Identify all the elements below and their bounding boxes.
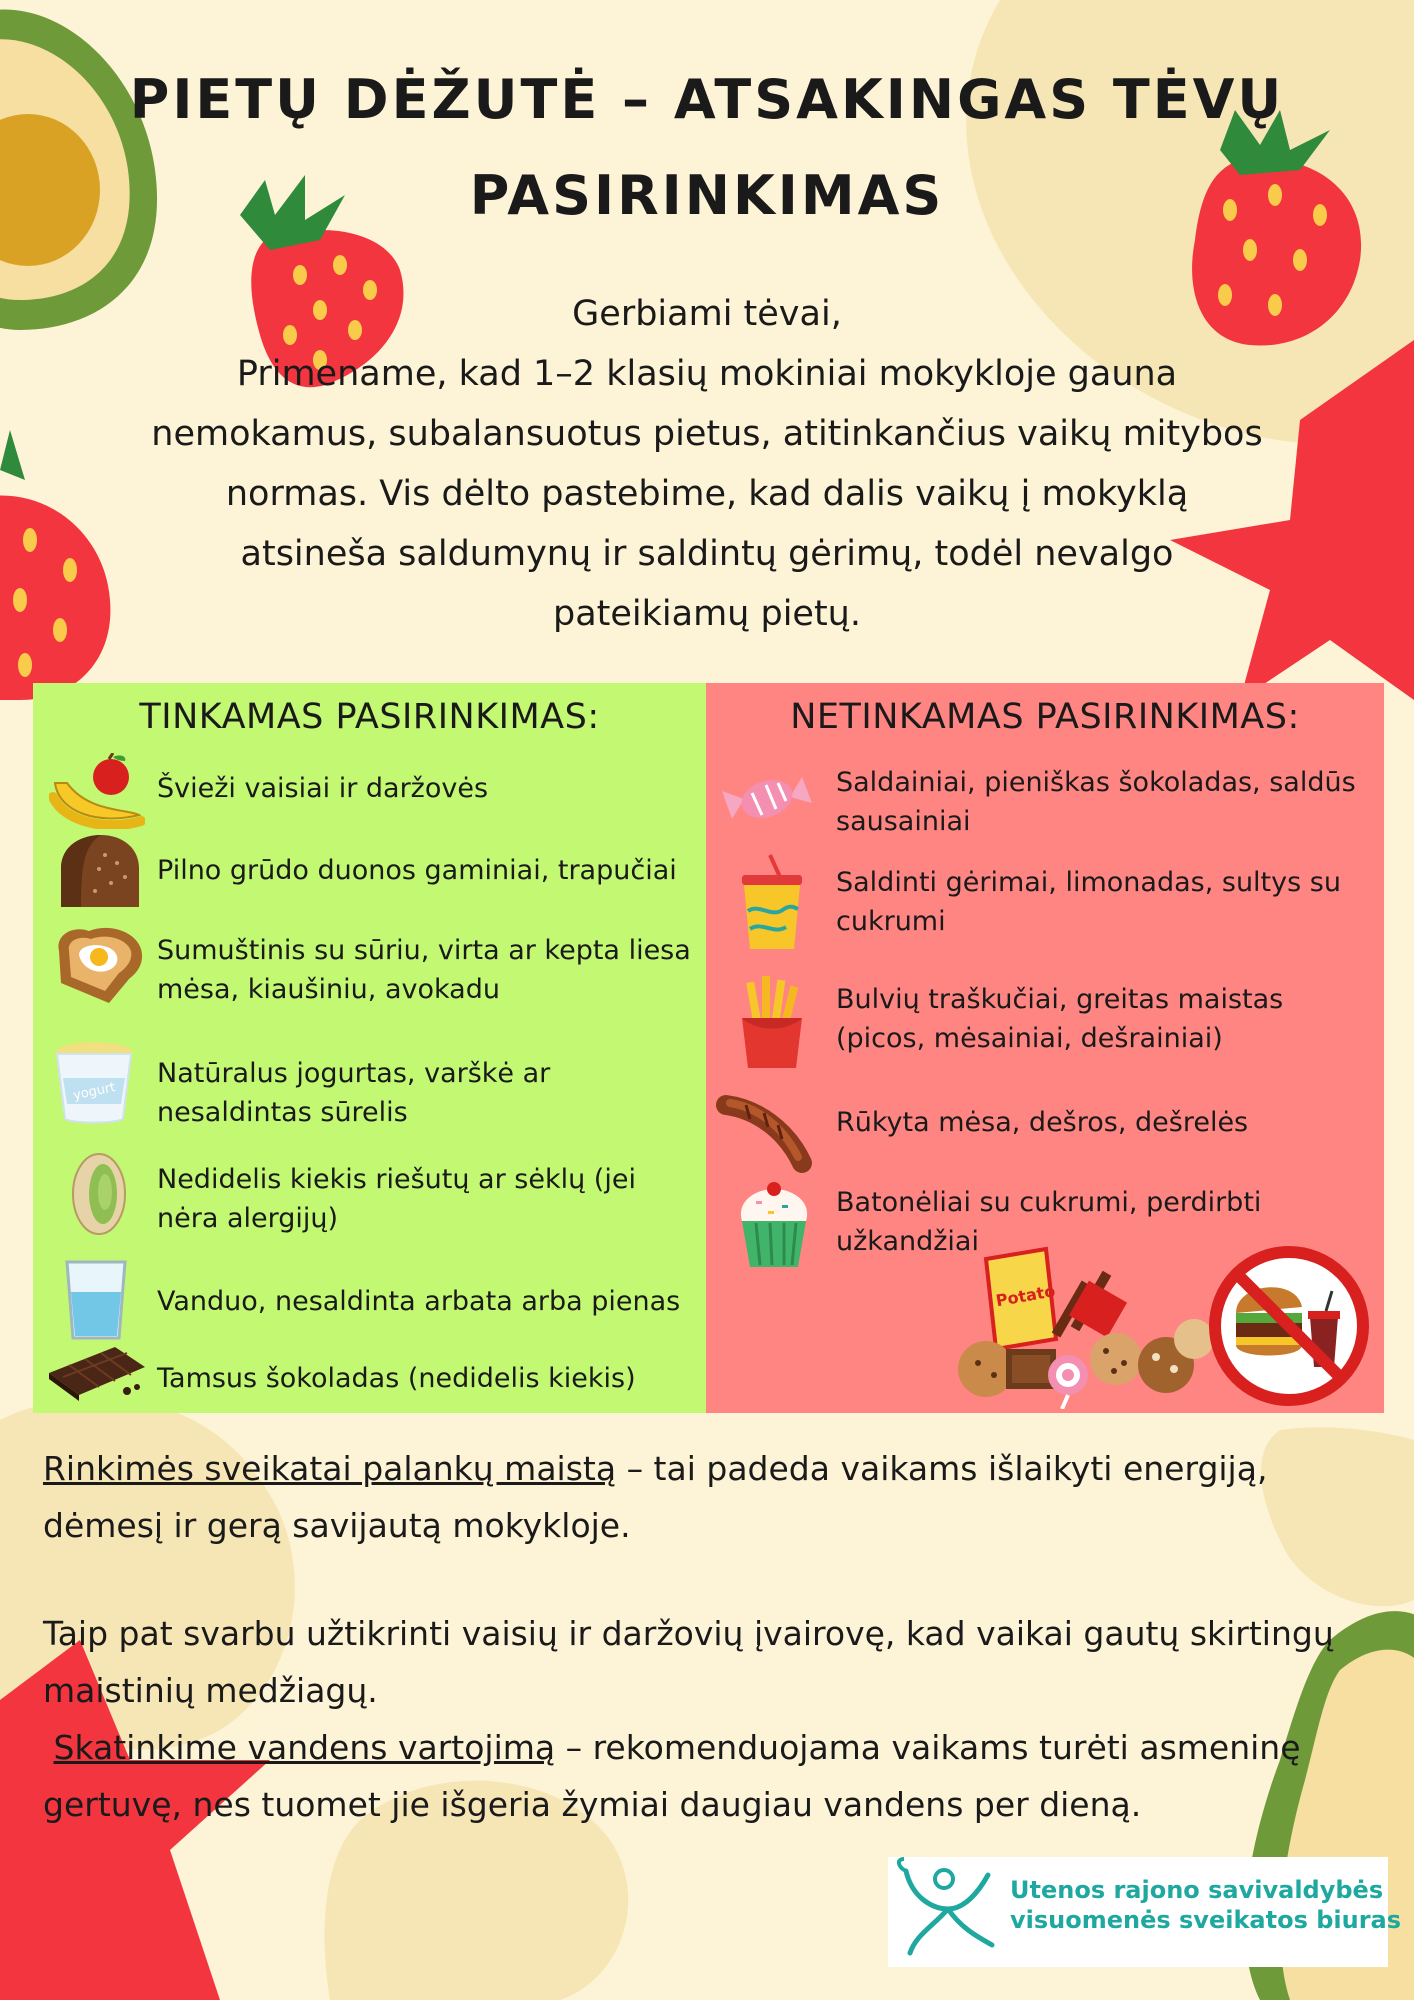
- bad-item-text: Saldainiai, pieniškas šokoladas, saldūs sausainiai: [836, 767, 1356, 837]
- body-text: – rekomenduojama vaikams turėti asmeninę gertuvę, nes tuomet jie išgeria žymiai daugiau vandens per dieną.: [43, 1728, 1301, 1824]
- intro-section: [150, 284, 1264, 644]
- yogurt-icon: [51, 1038, 137, 1126]
- water-glass-icon: [61, 1258, 131, 1342]
- healthy-food-emphasis: Rinkimės sveikatai palankų maistą: [43, 1449, 617, 1488]
- bad-item-text: Bulvių traškučiai, greitas maistas (picos, mėsainiai, dešrainiai): [836, 984, 1284, 1054]
- bad-item-text: Rūkyta mėsa, dešros, dešrelės: [836, 1107, 1249, 1138]
- organization-logo: [888, 1857, 1402, 1967]
- pistachio-icon: [59, 1148, 139, 1238]
- good-choices-heading: TINKAMAS PASIRINKIMAS:: [139, 697, 600, 737]
- good-item-text: Sumuštinis su sūriu, virta ar kepta liesa mėsa, kiaušiniu, avokadu: [157, 935, 691, 1005]
- good-item-text: Natūralus jogurtas, varškė ar nesaldintas sūrelis: [157, 1058, 551, 1128]
- bread-icon: [55, 833, 145, 913]
- egg-toast-icon: [49, 923, 149, 1007]
- logo-line-2: visuomenės sveikatos biuras: [1010, 1906, 1402, 1934]
- bad-item-text: Saldinti gėrimai, limonadas, sultys su cukrumi: [836, 867, 1341, 937]
- body-paragraph-2: [43, 1605, 1353, 1719]
- intro-text: Primename, kad 1–2 klasių mokiniai mokykloje gauna nemokamus, subalansuotus pietus, atitinkančius vaikų mitybos normas. Vis dėlto pastebime, kad dalis vaikų į mokyklą atsineša saldumynų ir saldintų gėrimų, todėl nevalgo pateikiamų pietų.: [151, 354, 1263, 634]
- good-item-text: Vanduo, nesaldinta arbata arba pienas: [157, 1286, 681, 1317]
- soda-cup-icon: [732, 853, 812, 953]
- chips-bag-label: Potato: [994, 1281, 1057, 1311]
- good-item-text: Nedidelis kiekis riešutų ar sėklų (jei nėra alergijų): [157, 1164, 636, 1234]
- bad-choices-heading: NETINKAMAS PASIRINKIMAS:: [790, 697, 1300, 737]
- logo-figure-icon: [892, 1857, 1002, 1967]
- cupcake-icon: [732, 1181, 816, 1271]
- sausage-icon: [716, 1089, 816, 1179]
- junk-food-pile-icon: [956, 1239, 1216, 1409]
- greeting: Gerbiami tėvai,: [572, 294, 842, 334]
- fries-icon: [732, 974, 812, 1070]
- fruit-icon: [49, 753, 145, 829]
- page-title: PIETŲ DĖŽUTĖ – ATSAKINGAS TĖVŲ PASIRINKIMAS: [129, 68, 1285, 227]
- logo-text: [1010, 1875, 1401, 1935]
- svg-text:yogurt: yogurt: [71, 1080, 117, 1104]
- candy-icon: [718, 763, 816, 837]
- bad-item-text: Batonėliai su cukrumi, perdirbti užkandžiai: [836, 1187, 1262, 1257]
- logo-line-1: Utenos rajono savivaldybės: [1010, 1876, 1384, 1904]
- good-item-text: Pilno grūdo duonos gaminiai, trapučiai: [157, 855, 677, 886]
- body-paragraph-3: [43, 1719, 1333, 1833]
- good-item-text: Švieži vaisiai ir daržovės: [157, 773, 489, 804]
- bad-choices-panel: [706, 683, 1384, 1413]
- good-choices-panel: [33, 683, 706, 1413]
- water-emphasis: Skatinkime vandens vartojimą: [53, 1728, 556, 1767]
- no-fast-food-icon: [1206, 1243, 1372, 1409]
- body-text: – tai padeda vaikams išlaikyti energiją, dėmesį ir gerą savijautą mokykloje.: [43, 1449, 1268, 1545]
- strawberry-icon-left: [0, 430, 110, 700]
- body-text: Taip pat svarbu užtikrinti vaisių ir daržovių įvairovę, kad vaikai gautų skirtingų maistinių medžiagų.: [43, 1614, 1334, 1710]
- body-paragraph-1: [43, 1440, 1383, 1554]
- good-item-text: Tamsus šokoladas (nedidelis kiekis): [157, 1363, 636, 1394]
- chocolate-icon: [45, 1343, 149, 1403]
